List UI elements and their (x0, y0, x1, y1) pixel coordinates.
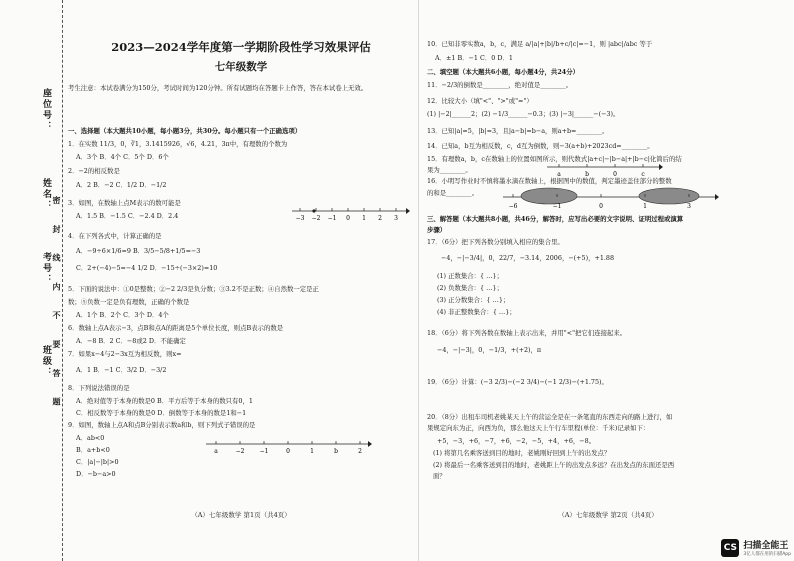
question-3: 3．如图，在数轴上点M表示的数可能是 (68, 199, 181, 207)
q16-tick-label: −6 (508, 203, 518, 210)
q16-tick-label: 3 (687, 203, 691, 210)
name-label: 姓名： (41, 178, 51, 211)
q9-number-line (204, 436, 374, 458)
question-11: 11．−2/3的倒数是________，绝对值是________。 (427, 81, 573, 89)
page-1-footer: （A）七年级数学 第1页（共4页） (191, 511, 291, 519)
question-16-line2: 的和是________。 (427, 189, 479, 197)
q3-tick-label: 2 (378, 215, 382, 222)
q20-part-2-line1: (2) 将最后一名乘客送到目的地时，老姚距上午的出发点多远？在出发点的东面还是西 (433, 461, 675, 469)
q8-options-ab: A．绝对值等于本身的数是0 B．平方后等于本身的数只有0，1 (76, 397, 253, 405)
q17-set-positive-fraction: (3) 正分数集合：{ …}； (437, 296, 510, 304)
question-14: 14．已知a，b互为相反数，c，d互为倒数，则−3(a+b)+2023cd=________。 (427, 142, 654, 150)
q9-option-b: B．a+b<0 (76, 446, 110, 454)
scanner-app-tagline: 3亿人都在用的扫描App (743, 552, 791, 557)
page-2-footer: （A）七年级数学 第2页（共4页） (558, 511, 658, 519)
q9-tick-label: −1 (259, 448, 269, 455)
q8-options-cd: C．相反数等于本身的数是0 D．倒数等于本身的数是1和−1 (76, 409, 247, 417)
ink-blot-right (639, 188, 699, 204)
camscanner-logo-icon: CS (721, 539, 739, 557)
section-3-heading-line1: 三、解答题（本大题共8小题，共46分，解答时，应写出必要的文字说明、证明过程或演算 (427, 215, 684, 223)
q2-options: A．2 B．−2 C．1/2 D．−1/2 (76, 181, 167, 189)
q17-set-positive: (1) 正数集合：{ …}； (437, 272, 503, 280)
q7-options: A．1 B．−1 C．3/2 D．−3/2 (76, 366, 167, 374)
seat-number-label: 座位号： (41, 88, 51, 132)
q9-option-c: C．|a|−|b|>0 (76, 458, 119, 466)
q16-tick-label: 0 (599, 203, 603, 210)
q3-tick-label: −2 (311, 215, 321, 222)
question-7: 7．如果x−4与2−3x互为相反数，则x= (68, 350, 182, 358)
q9-tick-label: 0 (286, 448, 290, 455)
question-15-line1: 15．有理数a，b，c在数轴上的位置如图所示，则代数式|a+c|−|b−a|+|b−c|化简后的结 (427, 155, 682, 163)
section-1-heading: 一、选择题（本大题共10小题，每小题3分，共30分。每小题只有一个正确选项） (68, 127, 302, 135)
question-5-line1: 5．下面的说法中：①0是整数；②−2 2/3是负分数；③3.2不是正数；④自然数一定是正 (68, 285, 319, 293)
question-15-line2: 果为________。 (427, 166, 472, 174)
page-2-content (427, 0, 789, 561)
q17-set-negative: (2) 负数集合：{ …}； (437, 284, 503, 292)
q15-tick-label: a (557, 171, 561, 178)
q6-options: A．−8 B．2 C．−8或2 D．不能确定 (76, 337, 186, 345)
exam-title: 2023—2024学年度第一学期阶段性学习效果评估 (111, 40, 371, 54)
q3-number-line (290, 203, 410, 225)
q3-tick-label: −1 (327, 215, 337, 222)
exam-page-2 (418, 0, 794, 561)
question-10: 10．已知非零实数a，b，c，满足 a/|a|+|b|/b+c/|c|=−1，则 |abc|/abc 等于 (427, 40, 653, 48)
q15-number-line (545, 162, 665, 178)
question-12: 12．比较大小（填"<"、">"或"="） (427, 97, 533, 105)
q16-tick-label: 1 (643, 203, 647, 210)
q5-options: A．1个 B．2个 C．3个 D．4个 (76, 311, 169, 319)
question-19: 19．（6分）计算：(−3 2/3)−(−2 3/4)−(−1 2/3)−(+1.75)。 (427, 378, 608, 386)
q1-options: A．3个 B．4个 C．5个 D．6个 (76, 153, 169, 161)
q17-set-nonpositive-integer: (4) 非正整数集合：{ …}； (437, 308, 516, 316)
question-17: 17．（6分）把下列各数分别填入相应的集合里。 (427, 238, 564, 246)
section-3-heading-line2: 步骤） (427, 226, 447, 234)
question-4: 4．在下列各式中，计算正确的是 (68, 232, 162, 240)
question-6: 6．数轴上点A表示−3，点B和点A的距离是5个单位长度，则点B表示的数是 (68, 324, 284, 332)
q10-options: A．±1 B．−1 C．0 D．1 (435, 54, 513, 62)
question-16-line1: 16．小明写作业时不慎将墨水滴在数轴上，根据图中的数值，判定墨迹盖住部分的整数 (427, 177, 672, 185)
q15-tick-label: b (585, 171, 589, 178)
question-5-line2: 数；⑤负数一定是负有理数，正确的个数是 (68, 298, 190, 306)
q20-part-1: (1) 将第几名乘客送到目的地时，老姚刚好回到上午的出发点？ (433, 449, 611, 457)
q9-option-a: A．ab<0 (76, 434, 105, 442)
q16-ink-number-line (501, 186, 721, 210)
q3-tick-label: 3 (394, 215, 398, 222)
q15-tick-label: 0 (613, 171, 617, 178)
question-9: 9．如图，数轴上点A和点B分别表示数a和b，则下列式子错误的是 (68, 421, 256, 429)
q20-part-2-line2: 面？ (433, 472, 446, 480)
q9-tick-label: 2 (358, 448, 362, 455)
scanner-app-name: 扫描全能王 (743, 541, 789, 551)
binding-margin (0, 0, 63, 561)
q4-options-ab: A．−9÷6×1/6=9 B．3/5−5/8+1/5=−3 (76, 247, 201, 255)
question-1: 1．在实数 11/3，0，∛1，3.1415926，√6，4.21，3π中，有理数的个数为 (68, 140, 288, 148)
seal-line-text: 密 封 线 内 不 要 答 题 (52, 196, 62, 415)
q20-records: +5，−3，+6，−7，+6，−2，−5，+4，+6，−8。 (437, 437, 596, 445)
q15-tick-label: c (641, 171, 645, 178)
q3-options: A．1.5 B．−1.5 C．−2.4 D．2.4 (76, 212, 179, 220)
q4-options-cd: C．2+(−4)−5=−4 1/2 D．−15÷(−3×2)=10 (76, 264, 218, 272)
question-18: 18．（6分）将下列各数在数轴上表示出来，并用"<"把它们连接起来。 (427, 329, 627, 337)
question-20-line2: 果规定向东为正，向西为负，那么他这天上午行车里程(单位：千米)记录如下： (427, 424, 650, 432)
exam-number-label: 考号： (41, 252, 51, 285)
q16-tick-label: −1 (552, 203, 562, 210)
point-m-marker (312, 209, 315, 212)
q3-tick-label: −3 (295, 215, 305, 222)
scanner-app-watermark (721, 538, 791, 557)
ink-blot-left (521, 188, 577, 204)
question-20-line1: 20．（8分）出租车司机老姚某天上午的营运全是在一条笔直的东西走向的路上进行，如 (427, 413, 673, 421)
question-8: 8．下列说法错误的是 (68, 384, 130, 392)
question-13: 13．已知|a|=5，|b|=3，且|a−b|=b−a，则a+b=________。 (427, 127, 609, 135)
q9-option-d: D．−b−a>0 (76, 470, 116, 478)
q9-tick-label: 1 (310, 448, 314, 455)
question-2: 2．−2的相反数是 (68, 167, 120, 175)
page-1-content (68, 0, 414, 561)
q3-tick-label: 1 (362, 215, 366, 222)
class-label: 班级： (41, 345, 51, 378)
q9-tick-label: −2 (235, 448, 245, 455)
section-2-heading: 二、填空题（本大题共6小题，每小题4分，共24分） (427, 68, 579, 76)
q18-numbers: −4，−|−3|，0，−1/3，+(+2)，π (437, 346, 542, 354)
q17-numbers: −4，−|−3/4|，0，22/7，−3.14，2006，−(+5)，+1.88 (441, 254, 615, 262)
q3-tick-label: 0 (346, 215, 350, 222)
exam-notice: 考生注意：本试卷满分为150分，考试时间为120分钟。所有试题均在答题卡上作答，答在本试卷上无效。 (68, 84, 368, 92)
q12-items: (1) |−2|______2；(2) −1/3______−0.3；(3) |−3|______−(−3)。 (427, 110, 620, 118)
q9-tick-label: b (334, 448, 338, 455)
exam-subject: 七年级数学 (214, 61, 268, 73)
q9-tick-label: a (214, 448, 218, 455)
